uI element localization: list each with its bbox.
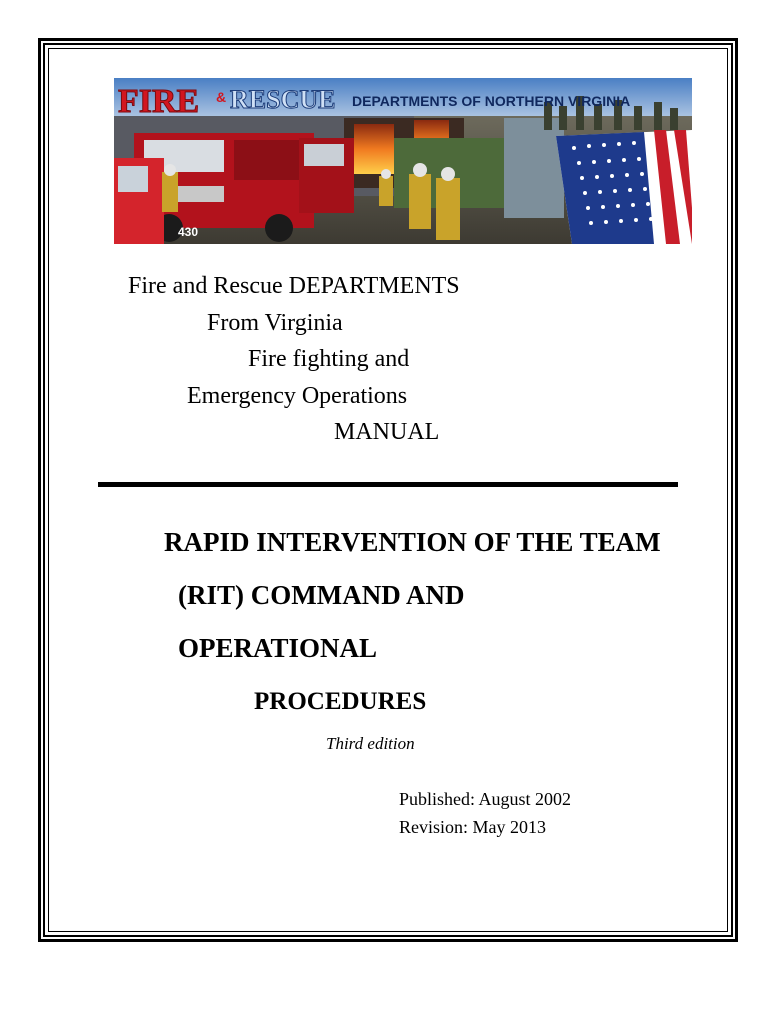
logo-ampersand: &: [216, 89, 227, 105]
header-banner-image: [114, 78, 692, 244]
revision-date: Revision: May 2013: [399, 817, 546, 837]
fire-flames: [354, 124, 394, 174]
header-line-3: Fire fighting and: [248, 346, 410, 372]
document-title-line-1: RAPID INTERVENTION OF THE TEAM: [164, 527, 661, 557]
published-date: Published: August 2002: [399, 789, 572, 809]
document-title-line-4: PROCEDURES: [254, 688, 427, 715]
header-line-4: Emergency Operations: [187, 383, 408, 409]
banner-subtitle: DEPARTMENTS OF NORTHERN VIRGINIA: [352, 93, 631, 109]
header-line-5: MANUAL: [334, 419, 440, 445]
edition-label: Third edition: [326, 734, 415, 753]
american-flag: [556, 130, 692, 244]
header-line-2: From Virginia: [207, 310, 343, 336]
logo-fire-text: FIRE: [118, 83, 200, 120]
document-title-line-2: (RIT) COMMAND AND: [178, 580, 465, 610]
logo-rescue-text: RESCUE: [230, 85, 336, 114]
svg-text:430: 430: [178, 225, 199, 239]
document-title-line-3: OPERATIONAL: [178, 633, 378, 663]
horizontal-divider: [98, 482, 678, 487]
header-line-1: Fire and Rescue DEPARTMENTS: [128, 273, 460, 299]
